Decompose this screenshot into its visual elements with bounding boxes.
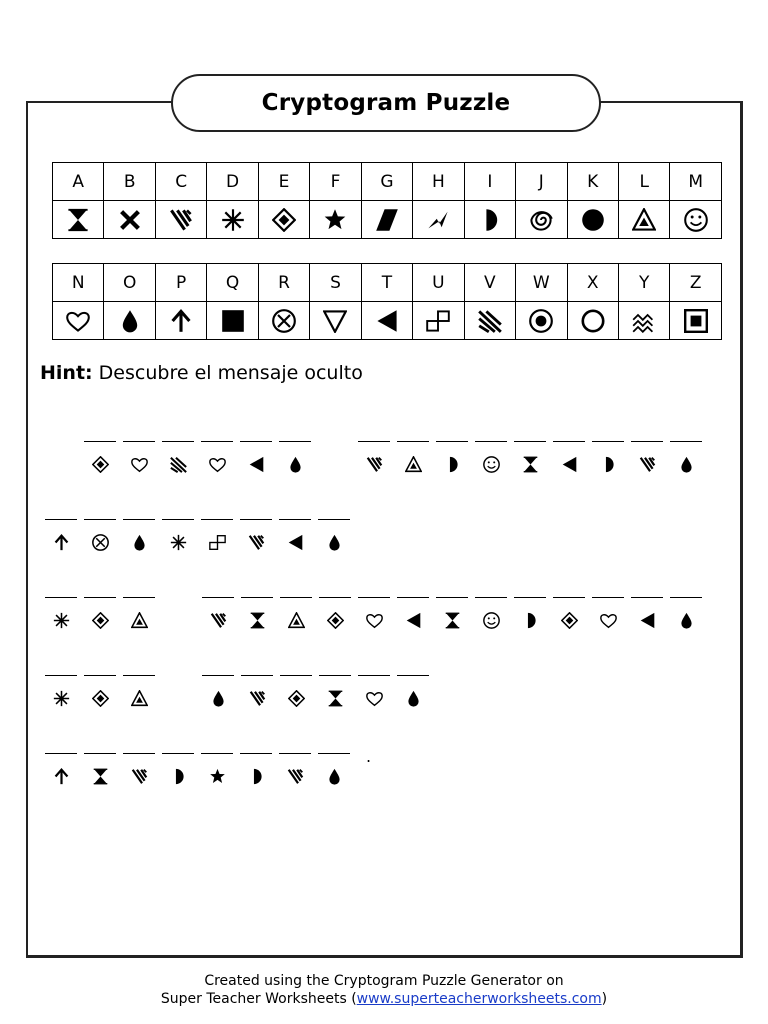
half-circle-icon [248,768,265,789]
key-symbol-cell [310,201,361,239]
left-triangle-icon [639,612,656,633]
key-symbol-cell [155,302,206,340]
filled-square-icon [207,309,257,333]
drop-icon [210,690,227,711]
key-letter-u: U [413,264,464,302]
half-circle-icon [444,456,461,477]
answer-slot[interactable] [45,753,77,790]
answer-slot[interactable] [397,597,429,634]
heart-icon [366,690,383,711]
hourglass-icon [444,612,461,633]
key-symbol-cell [361,302,412,340]
key-letter-w: W [516,264,567,302]
drop-icon [678,612,695,633]
answer-slot[interactable] [162,441,194,478]
title-banner [171,74,601,132]
answer-slot[interactable] [162,753,194,790]
answer-slot[interactable] [240,753,272,790]
key-symbol-cell [258,302,309,340]
key-letter-m: M [670,163,722,201]
key-symbol-cell [53,302,104,340]
triple-slash-icon [639,456,656,477]
ring-icon [568,309,618,333]
star-icon [310,208,360,232]
key-letter-a: A [53,163,104,201]
key-letter-o: O [104,264,155,302]
key-symbol-cell [104,201,155,239]
answer-slot[interactable] [631,441,663,478]
answer-slot[interactable] [123,519,155,556]
half-circle-icon [170,768,187,789]
key-letter-q: Q [207,264,258,302]
answer-slot[interactable] [45,519,77,556]
answer-slot[interactable] [319,597,351,634]
answer-slot[interactable] [319,675,351,712]
key-symbol-cell [207,201,258,239]
answer-slot[interactable] [84,753,116,790]
answer-slot[interactable] [240,441,272,478]
up-arrow-icon [156,309,206,333]
answer-slot[interactable] [280,675,312,712]
drop-icon [326,768,343,789]
key-letter-z: Z [670,264,722,302]
sentence-period: . [366,747,372,766]
key-letter-e: E [258,163,309,201]
hourglass-icon [92,768,109,789]
key-symbol-cell [53,201,104,239]
key-letter-k: K [567,163,618,201]
diamond-dot-icon [288,690,305,711]
key-letter-f: F [310,163,361,201]
left-triangle-icon [561,456,578,477]
drop-icon [678,456,695,477]
triple-slash-icon [249,690,266,711]
hint-text: Descubre el mensaje oculto [98,362,363,384]
answer-slot[interactable] [475,597,507,634]
asterisk-icon [53,612,70,633]
answer-slot[interactable] [280,597,312,634]
key-symbol-cell [618,201,669,239]
key-symbol-cell [567,201,618,239]
hint [40,362,363,384]
triple-slash-icon [287,768,304,789]
key-letter-r: R [258,264,309,302]
circle-x-icon [92,534,109,555]
key-symbol-cell [361,201,412,239]
drop-icon [287,456,304,477]
key-symbol-cell [670,302,722,340]
drop-icon [326,534,343,555]
diamond-dot-icon [259,208,309,232]
two-squares-icon [413,309,463,333]
answer-slot[interactable] [123,441,155,478]
key-letter-v: V [464,264,515,302]
answer-slot[interactable] [670,597,702,634]
asterisk-icon [207,208,257,232]
answer-slot[interactable] [631,597,663,634]
key-symbol-cell [464,201,515,239]
key-symbol-cell [310,302,361,340]
answer-slot[interactable] [202,675,234,712]
cipher-key-table-a-m [52,162,722,239]
drop-icon [131,534,148,555]
spiral-icon [516,208,566,232]
triangle-in-triangle-icon [131,690,148,711]
footer-link[interactable]: www.superteacherworksheets.com [356,991,602,1007]
answer-slot[interactable] [553,441,585,478]
key-symbol-cell [413,201,464,239]
key-symbol-cell [516,302,567,340]
key-letter-h: H [413,163,464,201]
answer-slot[interactable] [318,753,350,790]
answer-slot[interactable] [240,519,272,556]
key-letter-g: G [361,163,412,201]
smiley-icon [483,612,500,633]
key-symbol-cell [464,302,515,340]
key-symbol-cell [670,201,722,239]
answer-slot[interactable] [514,597,546,634]
footer [0,972,768,1008]
diamond-dot-icon [92,456,109,477]
diamond-dot-icon [327,612,344,633]
drop-icon [405,690,422,711]
answer-slot[interactable] [475,441,507,478]
answer-slot[interactable] [201,519,233,556]
left-triangle-icon [248,456,265,477]
answer-slot[interactable] [84,441,116,478]
bullseye-icon [516,309,566,333]
triangle-in-triangle-icon [619,208,669,232]
answer-slot[interactable] [84,519,116,556]
hourglass-icon [522,456,539,477]
puzzle-line [0,675,768,715]
half-circle-icon [465,208,515,232]
answer-slot[interactable] [202,597,234,634]
key-letter-j: J [516,163,567,201]
answer-slot[interactable] [436,597,468,634]
key-symbol-cell [258,201,309,239]
answer-slot[interactable] [84,597,116,634]
zigzag-icon [619,309,669,333]
key-symbol-cell [413,302,464,340]
answer-slot[interactable] [201,441,233,478]
diamond-dot-icon [561,612,578,633]
puzzle-line [0,519,768,559]
left-triangle-icon [362,309,412,333]
answer-slot[interactable] [241,675,273,712]
answer-slot[interactable] [279,519,311,556]
key-letter-s: S [310,264,361,302]
half-circle-icon [522,612,539,633]
hourglass-icon [327,690,344,711]
key-symbol-cell [567,302,618,340]
key-letter-y: Y [618,264,669,302]
answer-slot[interactable] [592,597,624,634]
circle-x-icon [259,309,309,333]
up-arrow-icon [53,534,70,555]
answer-slot[interactable] [279,753,311,790]
heart-icon [366,612,383,633]
answer-slot[interactable] [318,519,350,556]
cipher-key-table-n-z [52,263,722,340]
heart-icon [600,612,617,633]
triple-slash-icon [131,768,148,789]
asterisk-icon [170,534,187,555]
puzzle-line [0,747,768,793]
triangle-in-triangle-icon [131,612,148,633]
key-symbol-cell [155,201,206,239]
answer-slot[interactable] [358,597,390,634]
square-in-square-icon [670,309,721,333]
answer-slot[interactable] [279,441,311,478]
answer-slot[interactable] [84,675,116,712]
footer-line-2: Super Teacher Worksheets (www.superteacherworksheets.com) [160,991,608,1007]
heart-icon [53,309,103,333]
answer-slot[interactable] [162,519,194,556]
triple-slash-icon [156,208,206,232]
answer-slot[interactable] [397,675,429,712]
key-letter-c: C [155,163,206,201]
answer-slot[interactable] [670,441,702,478]
key-symbol-cell [618,302,669,340]
left-triangle-icon [405,612,422,633]
key-letter-p: P [155,264,206,302]
answer-slot[interactable] [358,675,390,712]
x-mark-icon [104,208,154,232]
answer-slot[interactable] [397,441,429,478]
drop-icon [104,309,154,333]
page-title: Cryptogram Puzzle [261,90,511,116]
two-squares-icon [209,534,226,555]
triple-slash-icon [366,456,383,477]
lightning-icon [413,208,463,232]
answer-slot[interactable] [123,753,155,790]
hourglass-icon [249,612,266,633]
diamond-dot-icon [92,612,109,633]
answer-slot[interactable] [45,597,77,634]
answer-slot[interactable] [514,441,546,478]
diagonal-stripes-icon [170,456,187,477]
triangle-in-triangle-icon [405,456,422,477]
filled-circle-icon [568,208,618,232]
key-letter-t: T [361,264,412,302]
left-triangle-icon [287,534,304,555]
down-triangle-icon [310,309,360,333]
key-symbol-cell [104,302,155,340]
puzzle-line [0,441,768,481]
key-letter-n: N [53,264,104,302]
hint-label: Hint: [40,362,93,384]
answer-slot[interactable] [201,753,233,790]
triple-slash-icon [210,612,227,633]
half-circle-icon [600,456,617,477]
hourglass-icon [53,208,103,232]
puzzle-line [0,597,768,637]
parallelogram-icon [362,208,412,232]
answer-slot[interactable] [45,675,77,712]
key-letter-b: B [104,163,155,201]
heart-icon [131,456,148,477]
smiley-icon [483,456,500,477]
answer-slot[interactable] [592,441,624,478]
diamond-dot-icon [92,690,109,711]
key-letter-d: D [207,163,258,201]
answer-slot[interactable] [553,597,585,634]
key-letter-l: L [618,163,669,201]
answer-slot[interactable] [123,597,155,634]
triple-slash-icon [248,534,265,555]
answer-slot[interactable] [436,441,468,478]
triangle-in-triangle-icon [288,612,305,633]
answer-slot[interactable] [123,675,155,712]
answer-slot[interactable] [358,441,390,478]
smiley-icon [670,208,721,232]
answer-slot[interactable] [241,597,273,634]
heart-icon [209,456,226,477]
key-symbol-cell [516,201,567,239]
diagonal-stripes-icon [465,309,515,333]
key-letter-x: X [567,264,618,302]
key-symbol-cell [207,302,258,340]
star-icon [209,768,226,789]
key-letter-i: I [464,163,515,201]
footer-line-1: Created using the Cryptogram Puzzle Generator on [204,973,564,989]
up-arrow-icon [53,768,70,789]
asterisk-icon [53,690,70,711]
